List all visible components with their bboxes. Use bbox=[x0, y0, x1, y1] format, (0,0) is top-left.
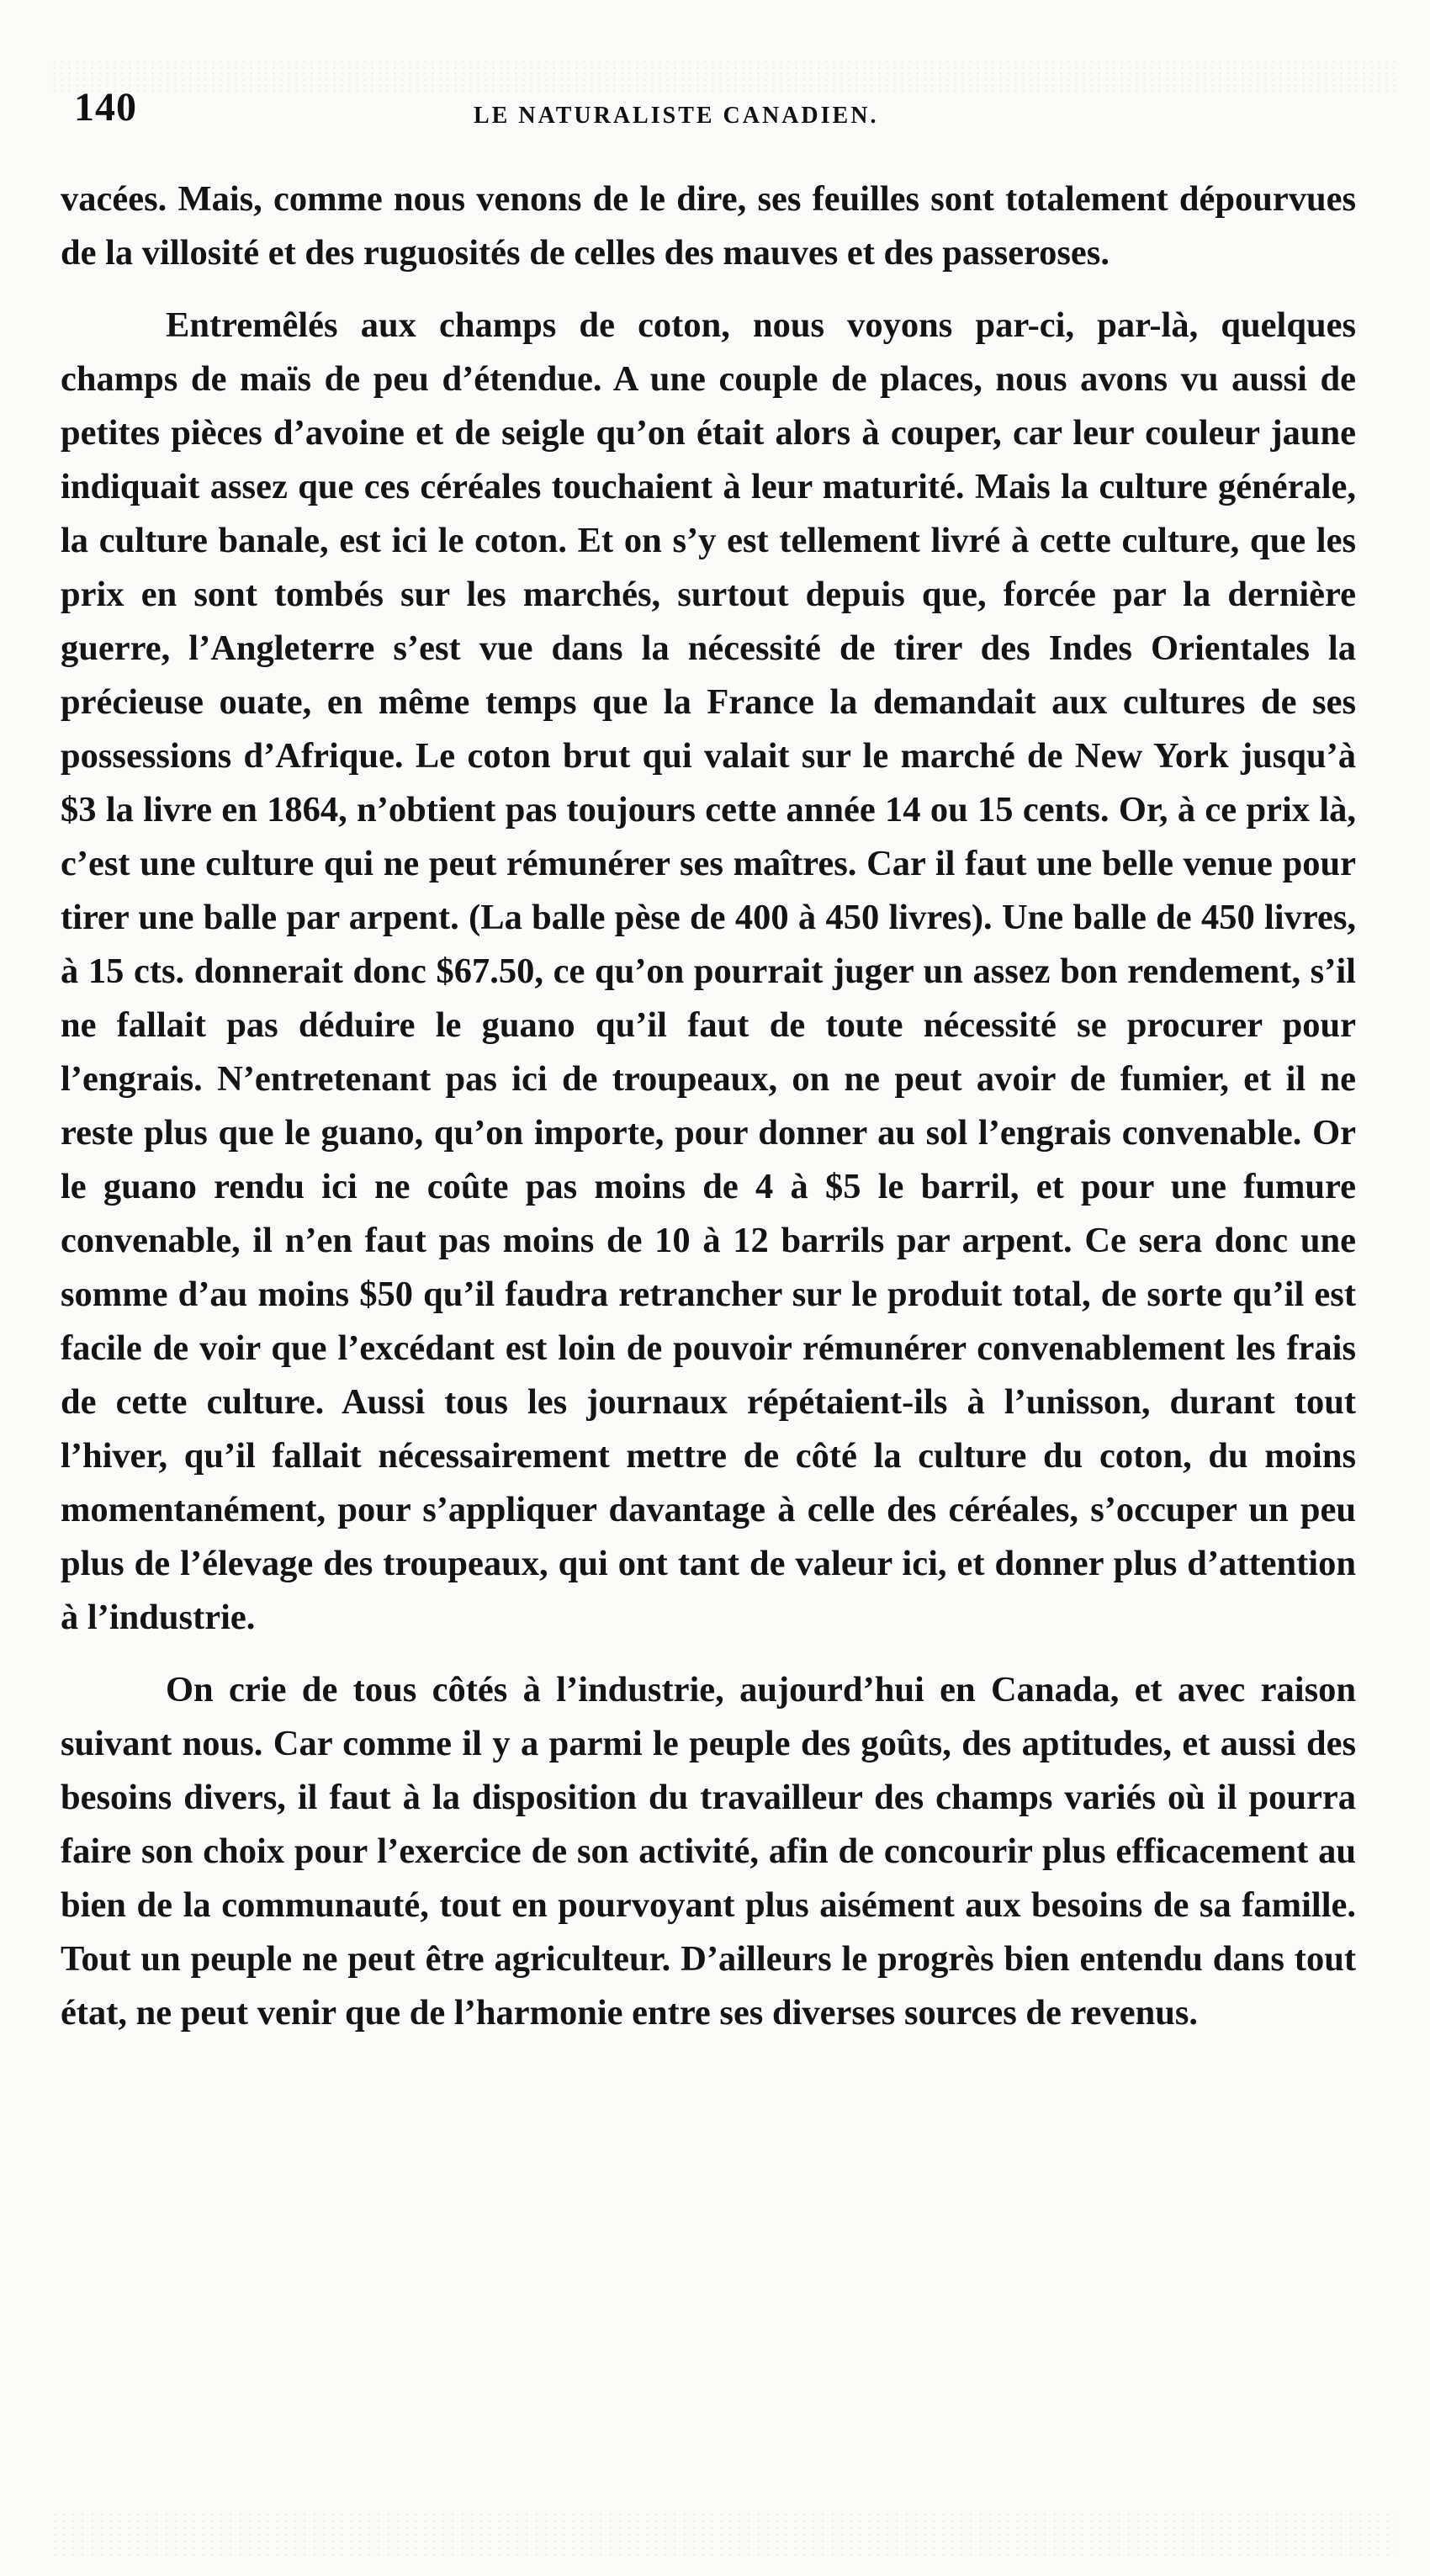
paragraph-cotton-culture: Entremêlés aux champs de coton, nous voyons par-ci, par-là, quelques champs de maïs de peu d’étendue. A une couple de places, nous avons vu aussi de petites pièces d’avoine et de seigle qu’on était alors à couper, car leur couleur jaune indiquait assez que ces céréales touchaient à leur maturité. Mais la culture générale, la culture banale, est ici le coton. Et on s’y est tellement livré à cette culture, que les prix en sont tombés sur les marchés, surtout depuis que, forcée par la dernière guerre, l’Angleterre s’est vue dans la nécessité de tirer des Indes Orientales la précieuse ouate, en même temps que la France la demandait aux cultures de ses possessions d’Afrique. Le coton brut qui valait sur le marché de New York jusqu’à $3 la livre en 1864, n’obtient pas toujours cette année 14 ou 15 cents. Or, à ce prix là, c’est une culture qui ne peut rémunérer ses maîtres. Car il faut une belle venue pour tirer une balle par arpent. (La balle pèse de 400 à 450 livres). Une balle de 450 livres, à 15 cts. donnerait donc $67.50, ce qu’on pourrait juger un assez bon rendement, s’il ne fallait pas déduire le guano qu’il faut de toute nécessité se procurer pour l’engrais. N’entretenant pas ici de troupeaux, on ne peut avoir de fumier, et il ne reste plus que le guano, qu’on importe, pour donner au sol l’engrais convenable. Or le guano rendu ici ne coûte pas moins de 4 à $5 le barril, et pour une fumure convenable, il n’en faut pas moins de 10 à 12 barrils par arpent. Ce sera donc une somme d’au moins $50 qu’il faudra retrancher sur le produit total, de sorte qu’il est facile de voir que l’excédant est loin de pouvoir rémunérer convenablement les frais de cette culture. Aussi tous les journaux répétaient-ils à l’unisson, durant tout l’hiver, qu’il fallait nécessairement mettre de côté la culture du coton, du moins momentanément, pour s’appliquer davantage à celle des céréales, s’occuper un peu plus de l’élevage des troupeaux, qui ont tant de valeur ici, et donner plus d’attention à l’industrie. bbox=[61, 305, 1356, 1637]
page-header bbox=[74, 84, 1369, 143]
page-number: 140 bbox=[74, 85, 137, 130]
scan-noise-bottom bbox=[50, 2511, 1396, 2557]
body-text bbox=[61, 172, 1356, 2040]
running-title: LE NATURALISTE CANADIEN. bbox=[474, 103, 879, 129]
paragraph-industry: On crie de tous côtés à l’industrie, aujourd’hui en Canada, et avec raison suivant nous. Car comme il y a parmi le peuple des goûts, des aptitudes, et aussi des besoins divers, il faut à la disposition du travailleur des champs variés où il pourra faire son choix pour l’exercice de son activité, afin de concourir plus efficacement au bien de la communauté, tout en pourvoyant plus aisément aux besoins de sa famille. Tout un peuple ne peut être agriculteur. D’ailleurs le progrès bien entendu dans tout état, ne peut venir que de l’harmonie entre ses diverses sources de revenus. bbox=[61, 1670, 1356, 2033]
paragraph-continuation: vacées. Mais, comme nous venons de le dire, ses feuilles sont totalement dépourvues de la villosité et des ruguosités de celles des mauves et des passeroses. bbox=[61, 179, 1356, 273]
